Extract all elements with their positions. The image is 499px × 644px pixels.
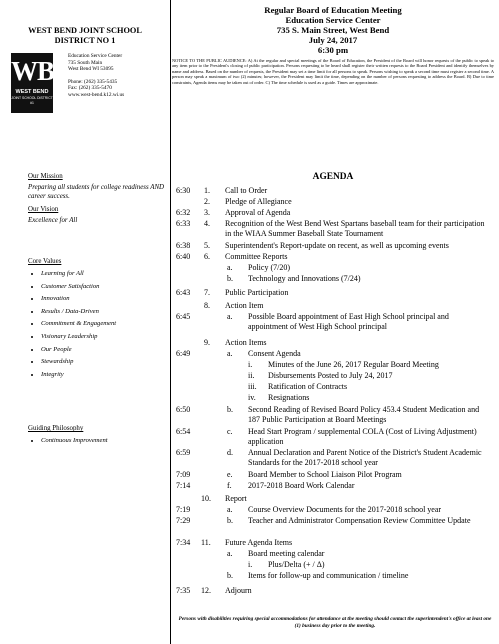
agenda-subitem-marker: b. [227, 405, 233, 414]
agenda-time: 6:30 [176, 186, 191, 195]
agenda-item-number: 7. [204, 288, 210, 297]
agenda-item-number: 4. [204, 219, 210, 228]
agenda-item-number: 1. [204, 186, 210, 195]
philosophy-section [28, 424, 168, 448]
agenda-time: 6:49 [176, 349, 191, 358]
meeting-date: July 24, 2017 [308, 35, 358, 45]
list-item: • Visionary Leadership [41, 331, 168, 344]
agenda-subitem-marker: e. [227, 470, 233, 479]
agenda-time: 6:40 [176, 252, 191, 261]
meeting-place: Education Service Center [285, 15, 381, 25]
agenda-subitem-marker: a. [227, 505, 233, 514]
agenda-time: 6:54 [176, 427, 191, 436]
vision-heading: Our Vision [28, 206, 59, 213]
sidebar [0, 0, 171, 644]
agenda-subitem-marker: d. [227, 448, 233, 457]
agenda-item-text: Public Participation [225, 288, 289, 297]
agenda-item-text: Consent Agenda [248, 349, 301, 358]
agenda-subitem-marker: i. [248, 360, 253, 369]
vision-section [28, 205, 168, 225]
list-item: • Customer Satisfaction [41, 281, 168, 294]
agenda-time: 6:38 [176, 241, 191, 250]
mission-heading: Our Mission [28, 173, 63, 180]
vision-text: Excellence for All [28, 217, 78, 224]
philosophy-heading: Guiding Philosophy [28, 425, 84, 432]
agenda-item-text: Future Agenda Items [225, 538, 293, 547]
agenda-item-text: Possible Board appointment of East High School principal and appointment of West High School principal [248, 312, 449, 331]
agenda-subitem-marker: f. [227, 481, 232, 490]
agenda-time: 7:29 [176, 516, 191, 525]
mission-text: Preparing all students for college readiness AND career success. [28, 184, 165, 200]
district-logo: WB WEST BEND JOINT SCHOOL DISTRICT #1 [11, 53, 53, 113]
agenda-subitem-marker: b. [227, 516, 233, 525]
mission-section [28, 172, 168, 201]
agenda-item-number: 9. [204, 338, 210, 347]
agenda-time: 6:43 [176, 288, 191, 297]
agenda-time: 6:45 [176, 312, 191, 321]
meeting-street: 735 S. Main Street, West Bend [276, 25, 390, 35]
agenda-time: 7:34 [176, 538, 191, 547]
list-item: • Our People [41, 344, 168, 357]
agenda-item-text: Teacher and Administrator Compensation Review Committee Update [248, 516, 471, 525]
agenda-item-text: Approval of Agenda [225, 208, 291, 217]
agenda-item-text: Action Item [225, 301, 264, 310]
agenda-item-number: 6. [204, 252, 210, 261]
core-values-list [28, 268, 168, 381]
agenda-subitem-marker: ii. [248, 371, 255, 380]
agenda-subitem-marker: c. [227, 427, 233, 436]
public-notice: NOTICE TO THE PUBLIC AUDIENCE: A) At the regular and special meetings of the Board of Education, the President of the Board will honor requests of the public to speak to any item prior to the President's closing of public participation. Persons requesting to be heard shall register their written requests to the Board President and identify themselves by name and address. Based on the number of requests, the President may set a time limit for all persons to speak. Persons wishing to speak a second time must register a second time. A person may speak a maximum of two (2) minutes; however, the President may limit the time, depending on the number of persons requesting to address the Board. B) Due to time constraints, Agenda items may be taken out of order. C) The time schedule is used as a guide. Times are approximate. [172, 58, 494, 85]
list-item: • Results / Data-Driven [41, 306, 168, 319]
district-address: Education Service Center 735 South Main West Bend WI 53095 Phone: (262) 335-5435 Fax: (262) 335-5470 www.west-bend.k12.wi.us [68, 53, 125, 98]
agenda-subitem-marker: b. [227, 571, 233, 580]
agenda-item-text: Course Overview Documents for the 2017-2018 school year [248, 505, 442, 514]
agenda-item-text: Committee Reports [225, 252, 288, 261]
agenda-item-text: Resignations [268, 393, 310, 402]
agenda-item-number: 2. [204, 197, 210, 206]
agenda-subitem-marker: a. [227, 349, 233, 358]
list-item: • Commitment & Engagement [41, 318, 168, 331]
meeting-header [172, 0, 494, 85]
agenda-item-text: Items for follow-up and communication / timeline [248, 571, 409, 580]
agenda-item-number: 10. [201, 494, 211, 503]
district-name: WEST BEND JOINT SCHOOL DISTRICT NO 1 [28, 26, 142, 45]
agenda-item-text: Ratification of Contracts [268, 382, 348, 391]
agenda-item-text: 2017-2018 Board Work Calendar [248, 481, 355, 490]
agenda-time: 6:33 [176, 219, 191, 228]
agenda-item-number: 8. [204, 301, 210, 310]
agenda-item-text: Minutes of the June 26, 2017 Regular Board Meeting [268, 360, 439, 369]
agenda-item-text: Report [225, 494, 247, 503]
agenda-item-text: Policy (7/20) [248, 263, 290, 272]
agenda-time: 7:19 [176, 505, 191, 514]
agenda-subitem-marker: a. [227, 549, 233, 558]
agenda-time: 7:14 [176, 481, 191, 490]
agenda-item-text: Head Start Program / supplemental COLA (Cost of Living Adjustment) application [248, 427, 477, 446]
accessibility-footer: Persons with disabilities requiring special accommodations for attendance at the meeting should contact the superintendent's office at least one (1) business day prior to the meeting. [178, 616, 492, 629]
agenda-item-text: Disbursements Posted to July 24, 2017 [268, 371, 393, 380]
agenda-item-text: Superintendent's Report-update on recent, as well as upcoming events [225, 241, 449, 250]
agenda-time: 6:32 [176, 208, 191, 217]
agenda-item-text: Technology and Innovations (7/24) [248, 274, 361, 283]
list-item: • Learning for All [41, 268, 168, 281]
agenda-subitem-marker: a. [227, 263, 233, 272]
meeting-title: Regular Board of Education Meeting [264, 5, 402, 15]
agenda-item-number: 12. [201, 586, 211, 595]
agenda-subitem-marker: iii. [248, 382, 257, 391]
agenda-title: AGENDA [312, 172, 354, 182]
list-item: • Innovation [41, 293, 168, 306]
agenda-item-text: Adjourn [225, 586, 252, 595]
agenda-item-text: Pledge of Allegiance [225, 197, 292, 206]
agenda-item-text: Recognition of the West Bend West Spartans baseball team for their participation in the WIAA Summer Baseball State Tournament [225, 219, 485, 238]
agenda-item-text: Call to Order [225, 186, 268, 195]
agenda-item-text: Board Member to School Liaison Pilot Program [248, 470, 402, 479]
core-values-heading: Core Values [28, 258, 62, 265]
agenda-time: 6:59 [176, 448, 191, 457]
agenda-item-text: Annual Declaration and Parent Notice of the District's Student Academic Standards for the 2017-2018 school year [248, 448, 482, 467]
agenda-time: 7:35 [176, 586, 191, 595]
agenda-item-number: 11. [201, 538, 211, 547]
agenda-item-text: Second Reading of Revised Board Policy 453.4 Student Medication and 187 Public Participation at Board Meetings [248, 405, 480, 424]
meeting-time: 6:30 pm [317, 45, 349, 55]
agenda-subitem-marker: b. [227, 274, 233, 283]
agenda-item-number: 3. [204, 208, 210, 217]
agenda-time: 7:09 [176, 470, 191, 479]
agenda-subitem-marker: a. [227, 312, 233, 321]
agenda-item-text: Action Items [225, 338, 267, 347]
list-item: • Continuous Improvement [41, 435, 168, 448]
list-item: • Integrity [41, 369, 168, 382]
list-item: • Stewardship [41, 356, 168, 369]
agenda-subitem-marker: i. [248, 560, 253, 569]
agenda-item-text: Plus/Delta (+ / Δ) [268, 560, 325, 569]
core-values-section [28, 257, 168, 381]
agenda-time: 6:50 [176, 405, 191, 414]
agenda-item-number: 5. [204, 241, 210, 250]
agenda-subitem-marker: iv. [248, 393, 256, 402]
agenda-item-text: Board meeting calendar [248, 549, 325, 558]
